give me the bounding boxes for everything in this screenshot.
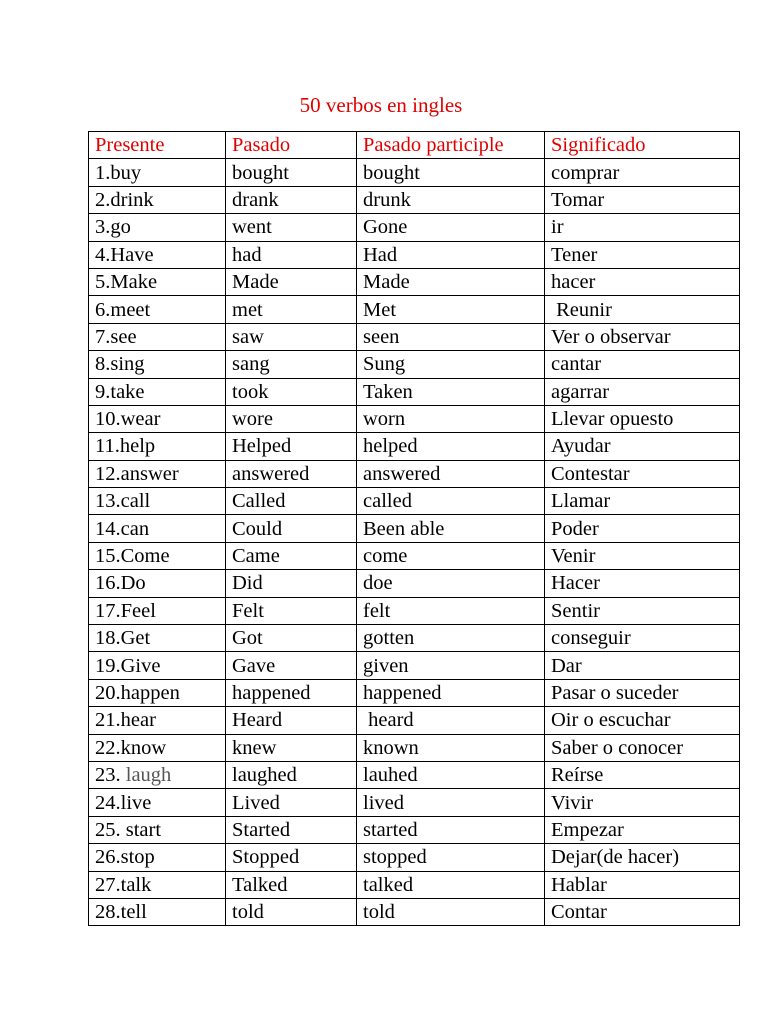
header-pasado: Pasado — [226, 132, 357, 159]
presente-cell: 2.drink — [89, 186, 226, 213]
table-row — [89, 652, 740, 679]
participle-cell: talked — [357, 871, 545, 898]
pasado-cell: Lived — [226, 789, 357, 816]
significado-cell: agarrar — [545, 378, 740, 405]
participle-cell: Met — [357, 296, 545, 323]
participle-cell: helped — [357, 433, 545, 460]
participle-cell: given — [357, 652, 545, 679]
participle-cell: told — [357, 898, 545, 925]
pasado-cell: sang — [226, 351, 357, 378]
presente-cell: 10.wear — [89, 405, 226, 432]
table-row — [89, 789, 740, 816]
participle-cell: bought — [357, 159, 545, 186]
table-row — [89, 816, 740, 843]
significado-cell: Llevar opuesto — [545, 405, 740, 432]
pasado-cell: Started — [226, 816, 357, 843]
significado-cell: Saber o conocer — [545, 734, 740, 761]
pasado-cell: drank — [226, 186, 357, 213]
pasado-cell: laughed — [226, 761, 357, 788]
significado-cell: cantar — [545, 351, 740, 378]
table-row — [89, 214, 740, 241]
presente-cell: 18.Get — [89, 625, 226, 652]
presente-cell: 20.happen — [89, 679, 226, 706]
table-row — [89, 844, 740, 871]
participle-cell: known — [357, 734, 545, 761]
participle-cell: called — [357, 488, 545, 515]
significado-cell: Pasar o suceder — [545, 679, 740, 706]
significado-cell: hacer — [545, 268, 740, 295]
table-row — [89, 405, 740, 432]
participle-cell: come — [357, 542, 545, 569]
pasado-cell: took — [226, 378, 357, 405]
pasado-cell: answered — [226, 460, 357, 487]
table-row — [89, 488, 740, 515]
participle-cell: Been able — [357, 515, 545, 542]
table-row — [89, 268, 740, 295]
pasado-cell: saw — [226, 323, 357, 350]
presente-cell: 21.hear — [89, 707, 226, 734]
header-significado: Significado — [545, 132, 740, 159]
significado-cell: Hablar — [545, 871, 740, 898]
significado-cell: Dar — [545, 652, 740, 679]
presente-cell: 4.Have — [89, 241, 226, 268]
participle-cell: drunk — [357, 186, 545, 213]
presente-cell: 16.Do — [89, 570, 226, 597]
pasado-cell: knew — [226, 734, 357, 761]
presente-cell: 28.tell — [89, 898, 226, 925]
table-row — [89, 871, 740, 898]
presente-cell: 19.Give — [89, 652, 226, 679]
pasado-cell: wore — [226, 405, 357, 432]
significado-cell: Poder — [545, 515, 740, 542]
table-row — [89, 433, 740, 460]
table-row — [89, 761, 740, 788]
pasado-cell: Called — [226, 488, 357, 515]
significado-cell: conseguir — [545, 625, 740, 652]
participle-cell: Made — [357, 268, 545, 295]
table-row — [89, 515, 740, 542]
significado-cell: comprar — [545, 159, 740, 186]
participle-cell: heard — [357, 707, 545, 734]
table-row — [89, 186, 740, 213]
table-row — [89, 542, 740, 569]
table-row — [89, 323, 740, 350]
participle-cell: felt — [357, 597, 545, 624]
significado-cell: Ver o observar — [545, 323, 740, 350]
significado-cell: Sentir — [545, 597, 740, 624]
presente-cell: 12.answer — [89, 460, 226, 487]
verb-word-muted: laugh — [120, 764, 172, 787]
presente-cell: 17.Feel — [89, 597, 226, 624]
participle-cell: gotten — [357, 625, 545, 652]
presente-cell: 14.can — [89, 515, 226, 542]
significado-cell: Contestar — [545, 460, 740, 487]
table-row — [89, 707, 740, 734]
significado-cell: Venir — [545, 542, 740, 569]
table-header-row — [89, 132, 740, 159]
participle-cell: started — [357, 816, 545, 843]
pasado-cell: Talked — [226, 871, 357, 898]
header-presente: Presente — [89, 132, 226, 159]
pasado-cell: had — [226, 241, 357, 268]
participle-cell: worn — [357, 405, 545, 432]
pasado-cell: Heard — [226, 707, 357, 734]
row-number: 23. — [95, 764, 121, 787]
table-row — [89, 351, 740, 378]
pasado-cell: went — [226, 214, 357, 241]
significado-cell: Vivir — [545, 789, 740, 816]
participle-cell: lived — [357, 789, 545, 816]
participle-cell: happened — [357, 679, 545, 706]
participle-cell: seen — [357, 323, 545, 350]
presente-cell: 11.help — [89, 433, 226, 460]
presente-cell: 9.take — [89, 378, 226, 405]
table-row — [89, 159, 740, 186]
significado-cell: ir — [545, 214, 740, 241]
significado-cell: Ayudar — [545, 433, 740, 460]
table-row — [89, 570, 740, 597]
presente-cell: 24.live — [89, 789, 226, 816]
document-title: 50 verbos en ingles — [299, 93, 463, 117]
table-row — [89, 679, 740, 706]
pasado-cell: Helped — [226, 433, 357, 460]
participle-cell: Had — [357, 241, 545, 268]
presente-cell: 15.Come — [89, 542, 226, 569]
presente-cell: 3.go — [89, 214, 226, 241]
presente-cell: 1.buy — [89, 159, 226, 186]
table-row — [89, 460, 740, 487]
significado-cell: Tener — [545, 241, 740, 268]
table-row — [89, 378, 740, 405]
table-row — [89, 296, 740, 323]
pasado-cell: Felt — [226, 597, 357, 624]
presente-cell: 13.call — [89, 488, 226, 515]
significado-cell: Reunir — [545, 296, 740, 323]
pasado-cell: bought — [226, 159, 357, 186]
pasado-cell: met — [226, 296, 357, 323]
pasado-cell: Did — [226, 570, 357, 597]
verbs-table — [88, 131, 740, 926]
pasado-cell: Came — [226, 542, 357, 569]
header-pasado-participle: Pasado participle — [357, 132, 545, 159]
presente-cell: 8.sing — [89, 351, 226, 378]
significado-cell: Llamar — [545, 488, 740, 515]
participle-cell: answered — [357, 460, 545, 487]
presente-cell: 5.Make — [89, 268, 226, 295]
table-row — [89, 597, 740, 624]
table-body — [89, 159, 740, 926]
presente-cell: 25. start — [89, 816, 226, 843]
pasado-cell: Stopped — [226, 844, 357, 871]
significado-cell: Hacer — [545, 570, 740, 597]
significado-cell: Contar — [545, 898, 740, 925]
pasado-cell: told — [226, 898, 357, 925]
presente-cell: 7.see — [89, 323, 226, 350]
participle-cell: Sung — [357, 351, 545, 378]
participle-cell: Gone — [357, 214, 545, 241]
pasado-cell: Could — [226, 515, 357, 542]
significado-cell: Empezar — [545, 816, 740, 843]
presente-cell: 27.talk — [89, 871, 226, 898]
significado-cell: Dejar(de hacer) — [545, 844, 740, 871]
table-row — [89, 734, 740, 761]
participle-cell: stopped — [357, 844, 545, 871]
participle-cell: Taken — [357, 378, 545, 405]
participle-cell: doe — [357, 570, 545, 597]
table-row — [89, 241, 740, 268]
presente-cell: 22.know — [89, 734, 226, 761]
presente-cell: 6.meet — [89, 296, 226, 323]
pasado-cell: Made — [226, 268, 357, 295]
significado-cell: Oir o escuchar — [545, 707, 740, 734]
table-row — [89, 898, 740, 925]
table-row — [89, 625, 740, 652]
pasado-cell: happened — [226, 679, 357, 706]
significado-cell: Reírse — [545, 761, 740, 788]
presente-cell: 26.stop — [89, 844, 226, 871]
significado-cell: Tomar — [545, 186, 740, 213]
presente-cell — [89, 761, 226, 788]
pasado-cell: Got — [226, 625, 357, 652]
pasado-cell: Gave — [226, 652, 357, 679]
participle-cell: lauhed — [357, 761, 545, 788]
